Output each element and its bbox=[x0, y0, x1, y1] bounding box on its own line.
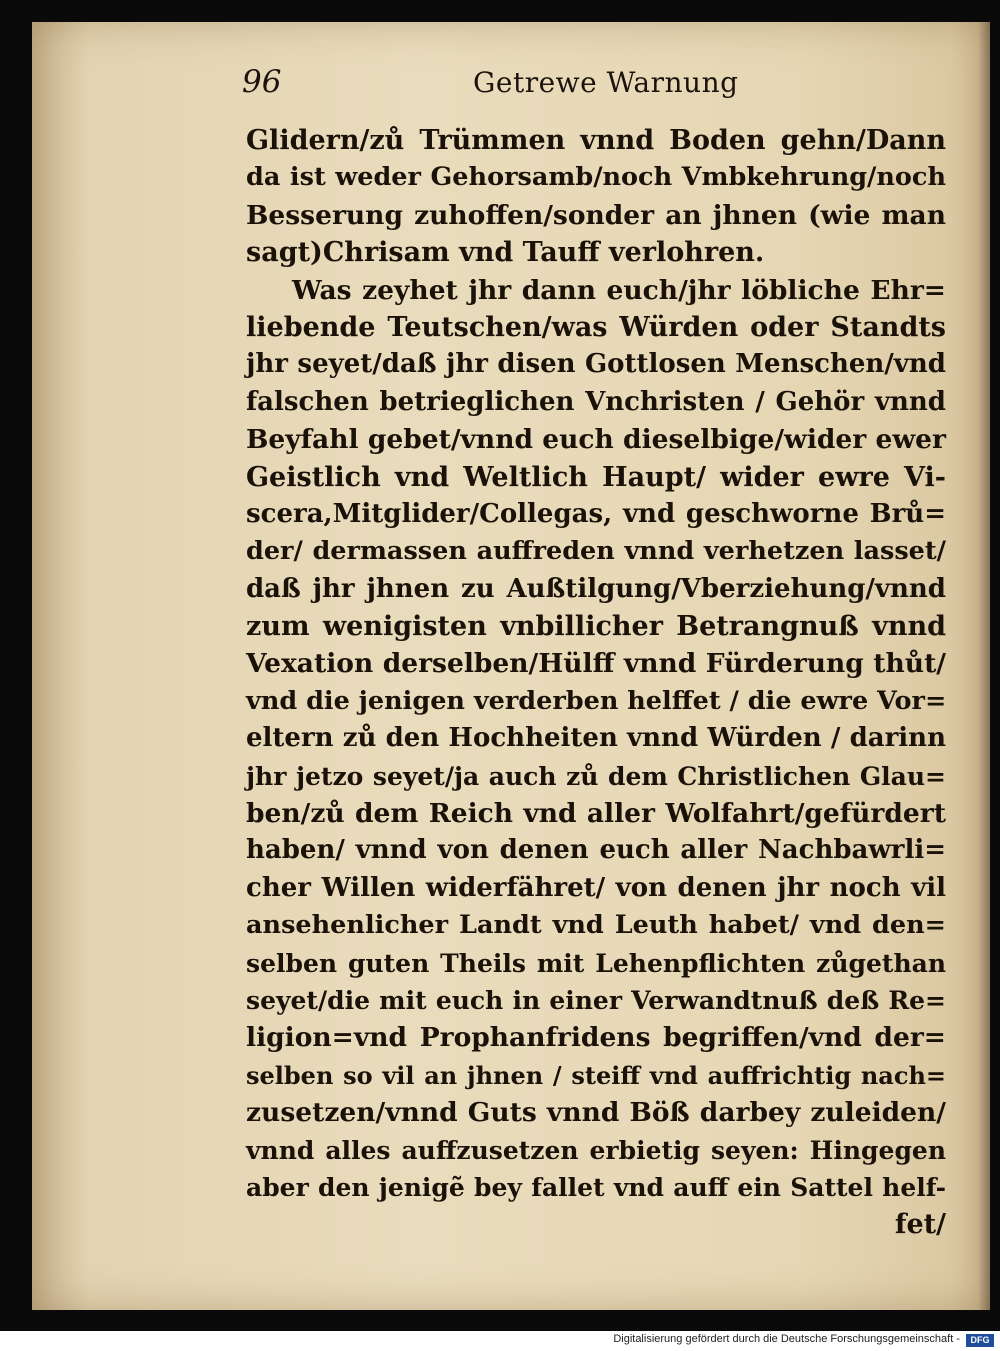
text-line: Beyfahl gebet/vnnd euch dieselbige/wider ewer bbox=[246, 424, 946, 456]
text-line: zusetzen/vnnd Guts vnnd Böß darbey zuleiden/ bbox=[246, 1097, 946, 1129]
text-line: zum wenigisten vnbillicher Betrangnuß vnnd bbox=[246, 611, 946, 643]
text-line: vnnd alles auffzusetzen erbietig seyen: Hingegen bbox=[246, 1135, 946, 1165]
catchword-line: fet/ bbox=[894, 1209, 946, 1241]
page-header bbox=[242, 64, 752, 114]
text-line: selben so vil an jhnen / steiff vnd auffrichtig nach= bbox=[246, 1060, 946, 1090]
digitization-footer bbox=[0, 1331, 1000, 1351]
text-line: jhr jetzo seyet/ja auch zů dem Christlichen Glau= bbox=[246, 761, 946, 791]
text-line: cher Willen widerfähret/ von denen jhr noch vil bbox=[246, 872, 946, 903]
running-title: Getrewe Warnung bbox=[473, 66, 739, 99]
page-gutter-shadow bbox=[978, 22, 990, 1310]
body-text bbox=[246, 122, 946, 1244]
text-line: falschen betrieglichen Vnchristen / Gehör vnnd bbox=[246, 386, 946, 417]
text-line: ligion=vnd Prophanfridens begriffen/vnd der= bbox=[246, 1022, 946, 1054]
text-line: der/ dermassen auffreden vnnd verhetzen lasset/ bbox=[246, 536, 946, 567]
dfg-logo: DFG bbox=[966, 1334, 994, 1347]
text-line: Geistlich vnd Weltlich Haupt/ wider ewre Vi- bbox=[246, 461, 946, 493]
text-line: ansehenlicher Landt vnd Leuth habet/ vnd den= bbox=[246, 910, 946, 941]
text-line: haben/ vnnd von denen euch aller Nachbawrli= bbox=[246, 835, 946, 866]
text-line: ben/zů dem Reich vnd aller Wolfahrt/gefürdert bbox=[246, 798, 946, 830]
text-line: Vexation derselben/Hülff vnnd Fürderung thůt/ bbox=[246, 648, 946, 680]
text-line: da ist weder Gehorsamb/noch Vmbkehrung/noch bbox=[246, 162, 946, 193]
text-line: liebende Teutschen/was Würden oder Standts bbox=[246, 311, 946, 343]
text-line: Besserung zuhoffen/sonder an jhnen (wie man bbox=[246, 199, 946, 231]
page-number: 96 bbox=[242, 64, 282, 100]
text-line: Was zeyhet jhr dann euch/jhr löbliche Ehr= bbox=[292, 274, 946, 306]
text-line: sagt)Chrisam vnd Tauff verlohren. bbox=[246, 237, 765, 269]
text-line: scera,Mitglider/Collegas, vnd geschworne Brů= bbox=[246, 498, 946, 529]
text-line: Glidern/zů Trümmen vnnd Boden gehn/Dann bbox=[246, 125, 946, 156]
text-line: eltern zů den Hochheiten vnnd Würden / darinn bbox=[246, 723, 946, 754]
funding-credit: Digitalisierung gefördert durch die Deutsche Forschungsgemeinschaft - bbox=[613, 1333, 960, 1345]
text-line: selben guten Theils mit Lehenpflichten zůgethan bbox=[246, 948, 946, 978]
book-page bbox=[32, 22, 990, 1310]
text-line: vnd die jenigen verderben helffet / die ewre Vor= bbox=[246, 685, 947, 716]
text-line: aber den jenigẽ bey fallet vnd auff ein Sattel helf- bbox=[246, 1172, 946, 1202]
text-line: daß jhr jhnen zu Außtilgung/Vberziehung/vnnd bbox=[246, 573, 946, 604]
text-line: seyet/die mit euch in einer Verwandtnuß deß Re= bbox=[246, 985, 946, 1015]
text-line: jhr seyet/daß jhr disen Gottlosen Menschen/vnd bbox=[246, 349, 946, 380]
